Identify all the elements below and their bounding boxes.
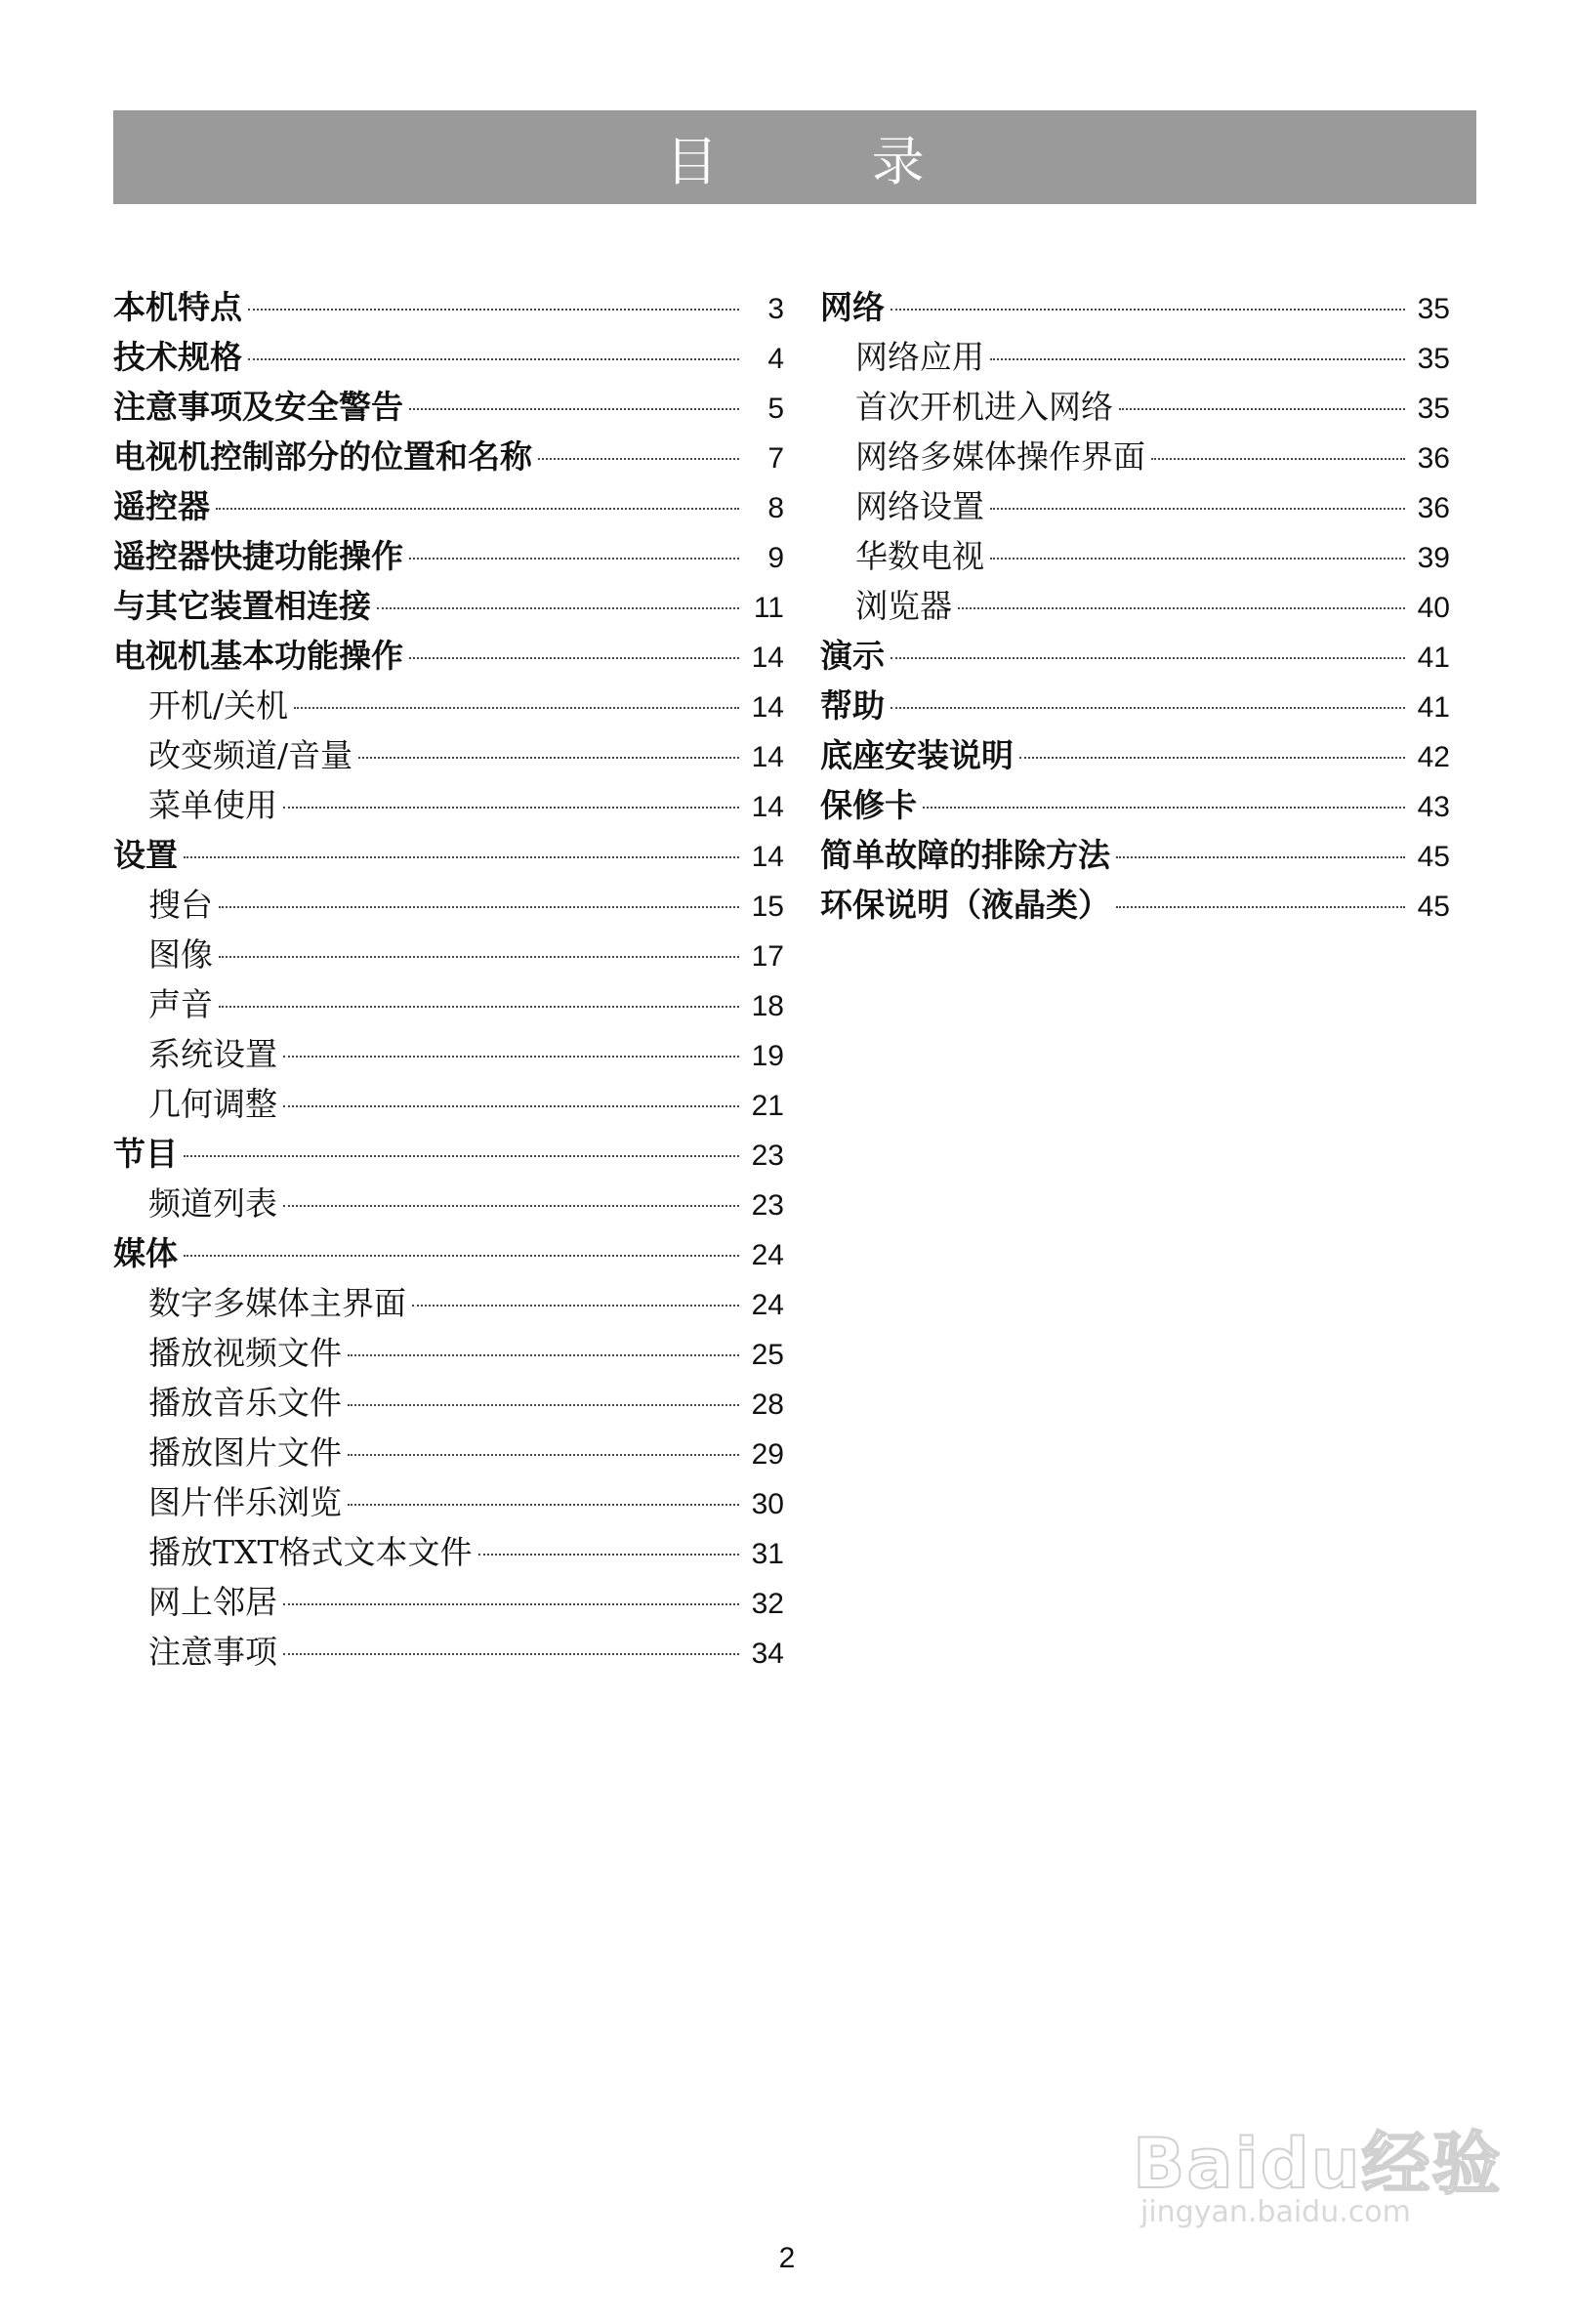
toc-dot-leader <box>990 508 1405 510</box>
toc-dot-leader <box>1151 458 1405 460</box>
toc-entry <box>113 328 784 378</box>
toc-entry-page: 35 <box>1417 293 1450 325</box>
toc-entry <box>820 477 1450 527</box>
toc-entry-page: 9 <box>767 542 784 574</box>
toc-entry-page: 45 <box>1417 891 1450 923</box>
toc-entry-label: 本机特点 <box>113 288 242 326</box>
toc-entry-label: 图片伴乐浏览 <box>148 1483 342 1521</box>
toc-entry-label: 设置 <box>113 836 178 874</box>
toc-entry-page: 18 <box>751 990 784 1022</box>
toc-entry-page: 36 <box>1417 442 1450 475</box>
toc-dot-leader <box>990 358 1405 360</box>
toc-dot-leader <box>348 1354 739 1356</box>
toc-entry-label: 声音 <box>148 985 213 1023</box>
toc-entry-label: 华数电视 <box>855 537 984 575</box>
toc-entry <box>113 1623 784 1673</box>
toc-entry-label: 演示 <box>820 637 885 675</box>
toc-entry <box>113 1274 784 1324</box>
toc-dot-leader <box>1119 408 1405 410</box>
toc-dot-leader <box>219 1006 739 1008</box>
toc-entry <box>113 975 784 1025</box>
toc-entry-page: 45 <box>1417 841 1450 873</box>
toc-entry-page: 4 <box>767 343 784 375</box>
toc-entry-page: 41 <box>1417 642 1450 674</box>
toc-entry <box>113 1075 784 1125</box>
toc-dot-leader <box>294 707 739 709</box>
toc-entry-label: 遥控器 <box>113 487 210 525</box>
toc-entry-page: 30 <box>751 1488 784 1520</box>
toc-entry-label: 节目 <box>113 1135 178 1173</box>
toc-dot-leader <box>923 807 1405 809</box>
toc-dot-leader <box>891 707 1405 709</box>
toc-entry-label: 遥控器快捷功能操作 <box>113 537 403 575</box>
toc-entry-page: 7 <box>767 442 784 475</box>
toc-entry-page: 19 <box>751 1040 784 1072</box>
toc-entry-label: 与其它装置相连接 <box>113 587 371 625</box>
toc-entry-page: 17 <box>751 940 784 973</box>
toc-entry-page: 14 <box>751 841 784 873</box>
toc-entry <box>820 776 1450 826</box>
toc-dot-leader <box>409 657 739 659</box>
toc-entry-label: 浏览器 <box>855 587 952 625</box>
toc-entry-label: 播放视频文件 <box>148 1334 342 1372</box>
toc-entry <box>113 428 784 477</box>
toc-entry <box>113 826 784 876</box>
toc-entry <box>820 876 1450 926</box>
toc-entry <box>113 577 784 627</box>
toc-entry <box>113 1424 784 1473</box>
page-number: 2 <box>778 2242 796 2274</box>
toc-column-left <box>113 278 784 1673</box>
toc-dot-leader <box>216 508 739 510</box>
toc-entry-label: 保修卡 <box>820 786 917 824</box>
toc-entry <box>113 278 784 328</box>
toc-entry-label: 底座安装说明 <box>820 736 1014 774</box>
toc-entry-page: 15 <box>751 891 784 923</box>
toc-entry-page: 3 <box>767 293 784 325</box>
toc-entry <box>113 726 784 776</box>
toc-dot-leader <box>891 657 1405 659</box>
toc-entry <box>113 876 784 926</box>
toc-entry <box>113 1374 784 1424</box>
toc-entry <box>820 677 1450 726</box>
toc-entry <box>113 477 784 527</box>
toc-entry-page: 35 <box>1417 393 1450 425</box>
page-title: 目 录 <box>665 130 993 192</box>
toc-entry-label: 电视机控制部分的位置和名称 <box>113 437 532 476</box>
toc-entry-label: 改变频道/音量 <box>148 736 353 774</box>
toc-entry <box>113 926 784 975</box>
toc-entry-page: 24 <box>751 1239 784 1271</box>
toc-entry <box>820 527 1450 577</box>
toc-entry-page: 29 <box>751 1438 784 1471</box>
toc-entry-label: 开机/关机 <box>148 686 289 725</box>
toc-dot-leader <box>1019 757 1405 759</box>
toc-dot-leader <box>248 309 739 311</box>
toc-entry-page: 25 <box>751 1339 784 1371</box>
watermark-url: jingyan.baidu.com <box>1140 2195 1411 2229</box>
toc-entry <box>820 726 1450 776</box>
toc-entry-page: 31 <box>751 1538 784 1570</box>
toc-entry <box>820 378 1450 428</box>
toc-column-right <box>820 278 1450 926</box>
toc-dot-leader <box>283 1056 739 1058</box>
toc-dot-leader <box>358 757 739 759</box>
toc-dot-leader <box>283 1603 739 1605</box>
toc-entry <box>113 1473 784 1523</box>
toc-entry <box>113 776 784 826</box>
toc-dot-leader <box>538 458 739 460</box>
toc-entry <box>820 278 1450 328</box>
toc-dot-leader <box>348 1454 739 1456</box>
toc-entry <box>113 1523 784 1573</box>
toc-entry-label: 简单故障的排除方法 <box>820 836 1110 874</box>
toc-entry <box>113 677 784 726</box>
toc-entry-page: 21 <box>751 1090 784 1122</box>
toc-entry-label: 媒体 <box>113 1234 178 1272</box>
toc-entry <box>113 1324 784 1374</box>
toc-entry-page: 14 <box>751 691 784 724</box>
toc-dot-leader <box>478 1554 739 1556</box>
toc-entry-page: 36 <box>1417 492 1450 524</box>
toc-entry-page: 14 <box>751 791 784 823</box>
toc-entry-page: 23 <box>751 1140 784 1172</box>
toc-dot-leader <box>377 607 739 609</box>
toc-entry-page: 32 <box>751 1588 784 1620</box>
toc-entry <box>113 1175 784 1224</box>
toc-entry-page: 41 <box>1417 691 1450 724</box>
toc-dot-leader <box>248 358 739 360</box>
toc-entry-label: 数字多媒体主界面 <box>148 1284 406 1322</box>
toc-entry-page: 35 <box>1417 343 1450 375</box>
baidu-watermark <box>1133 2109 1504 2236</box>
toc-dot-leader <box>412 1305 739 1307</box>
toc-entry <box>113 527 784 577</box>
toc-entry-label: 系统设置 <box>148 1035 277 1073</box>
toc-entry-page: 40 <box>1417 592 1450 624</box>
toc-entry-label: 播放TXT格式文本文件 <box>148 1533 473 1571</box>
toc-entry <box>820 627 1450 677</box>
toc-dot-leader <box>958 607 1405 609</box>
toc-entry-label: 网上邻居 <box>148 1583 277 1621</box>
toc-dot-leader <box>219 906 739 908</box>
toc-dot-leader <box>184 1155 739 1157</box>
toc-entry <box>113 1125 784 1175</box>
toc-entry <box>113 1025 784 1075</box>
toc-entry <box>820 428 1450 477</box>
toc-entry <box>820 328 1450 378</box>
toc-entry-page: 23 <box>751 1189 784 1222</box>
toc-entry-label: 技术规格 <box>113 338 242 376</box>
toc-dot-leader <box>348 1504 739 1506</box>
toc-entry-label: 菜单使用 <box>148 786 277 824</box>
toc-entry-label: 首次开机进入网络 <box>855 388 1113 426</box>
toc-entry-label: 几何调整 <box>148 1085 277 1123</box>
toc-entry-label: 播放音乐文件 <box>148 1384 342 1422</box>
toc-entry-page: 42 <box>1417 741 1450 773</box>
toc-entry <box>113 378 784 428</box>
toc-entry-label: 网络多媒体操作界面 <box>855 437 1145 476</box>
toc-entry-page: 34 <box>751 1638 784 1670</box>
toc-entry-page: 11 <box>753 592 784 624</box>
toc-dot-leader <box>184 856 739 858</box>
toc-dot-leader <box>891 309 1405 311</box>
toc-dot-leader <box>283 807 739 809</box>
toc-dot-leader <box>283 1653 739 1655</box>
toc-entry-label: 帮助 <box>820 686 885 725</box>
toc-header-bar <box>113 110 1476 204</box>
toc-entry-page: 14 <box>751 741 784 773</box>
toc-dot-leader <box>348 1404 739 1406</box>
toc-entry-label: 网络应用 <box>855 338 984 376</box>
toc-entry-page: 43 <box>1417 791 1450 823</box>
toc-entry-label: 注意事项及安全警告 <box>113 388 403 426</box>
toc-entry-label: 注意事项 <box>148 1633 277 1671</box>
toc-entry-label: 网络 <box>820 288 885 326</box>
toc-dot-leader <box>283 1105 739 1107</box>
toc-entry <box>113 1573 784 1623</box>
toc-entry-label: 环保说明（液晶类） <box>820 886 1110 924</box>
toc-entry-label: 电视机基本功能操作 <box>113 637 403 675</box>
toc-entry-label: 播放图片文件 <box>148 1433 342 1472</box>
toc-entry-page: 5 <box>767 393 784 425</box>
toc-dot-leader <box>184 1255 739 1257</box>
toc-entry-page: 39 <box>1417 542 1450 574</box>
toc-dot-leader <box>1116 856 1405 858</box>
toc-entry-label: 搜台 <box>148 886 213 924</box>
toc-entry-page: 28 <box>751 1389 784 1421</box>
toc-entry-label: 频道列表 <box>148 1184 277 1223</box>
toc-entry <box>820 826 1450 876</box>
toc-dot-leader <box>1116 906 1405 908</box>
toc-entry-page: 24 <box>751 1289 784 1321</box>
toc-dot-leader <box>409 558 739 560</box>
toc-dot-leader <box>219 956 739 958</box>
toc-dot-leader <box>409 408 739 410</box>
toc-entry-page: 8 <box>767 492 784 524</box>
toc-dot-leader <box>990 558 1405 560</box>
toc-entry-label: 网络设置 <box>855 487 984 525</box>
toc-entry <box>113 627 784 677</box>
toc-entry <box>820 577 1450 627</box>
toc-entry-label: 图像 <box>148 935 213 974</box>
toc-entry <box>113 1224 784 1274</box>
toc-entry-page: 14 <box>751 642 784 674</box>
watermark-logo: Baidu经验 <box>1133 2124 1503 2204</box>
toc-dot-leader <box>283 1205 739 1207</box>
